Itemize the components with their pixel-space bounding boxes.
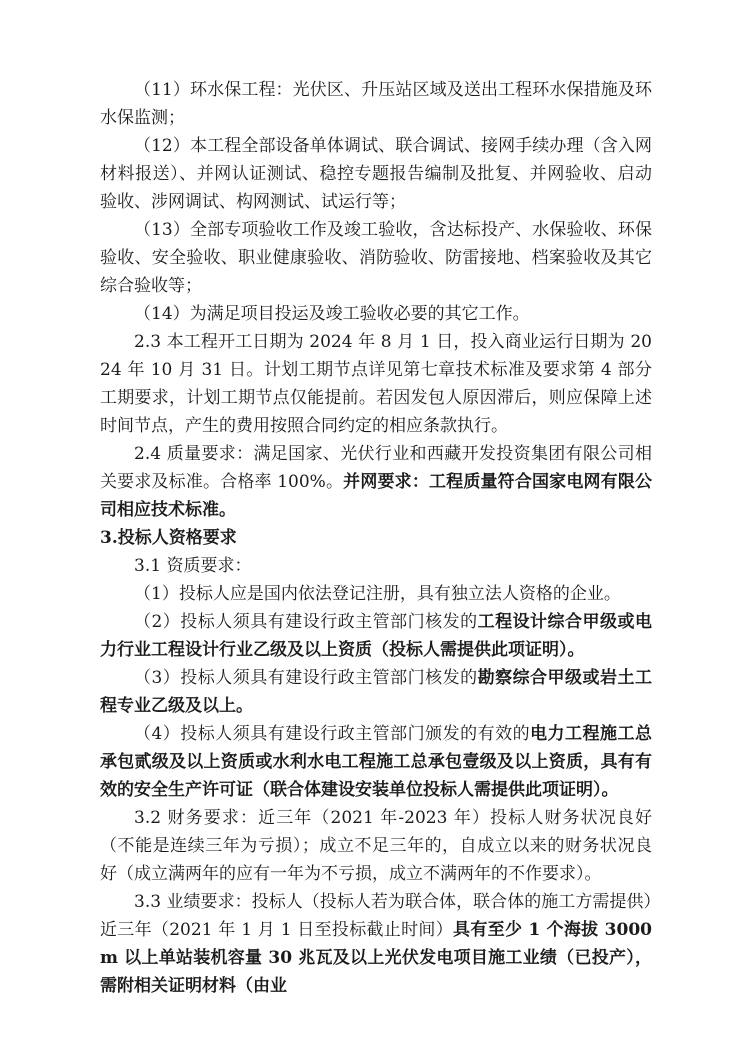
text-run: （13）全部专项验收工作及竣工验收，含达标投产、水保验收、环保验收、安全验收、职业健康验收、消防验收、防雷接地、档案验收及其它综合验收等； [100,220,652,296]
clause-3-1-qualification [100,552,652,580]
qualification-item-3 [100,664,652,720]
clause-3-2-finance [100,804,652,888]
document-body [100,76,652,1000]
text-run: 并网要求：工程质量符合国家电网有限公司相应技术标准。 [100,472,652,520]
section-3-heading [100,524,652,552]
text-run: 2.3 本工程开工日期为 2024 年 8 月 1 日，投入商业运行日期为 2024 年 10 月 31 日。计划工期节点详见第七章技术标准及要求第 4 部分工期要求，计划工期节点仅能提前。若因发包人原因滞后，则应保障上述时间节点，产生的费用按照合同约定的相应条款执行。 [100,332,652,436]
clause-2-4-quality [100,440,652,524]
scope-item-12 [100,132,652,216]
clause-2-3-schedule [100,328,652,440]
qualification-item-4 [100,720,652,804]
text-run: 3.2 财务要求：近三年（2021 年-2023 年）投标人财务状况良好（不能是连续三年为亏损）；成立不足三年的，自成立以来的财务状况良好（成立满两年的应有一年为不亏损，成立不满两年的不作要求）。 [100,808,652,884]
scope-item-14 [100,300,652,328]
text-run: 电力工程施工总承包贰级及以上资质或水利水电工程施工总承包壹级及以上资质，具有有效的安全生产许可证（联合体建设安装单位投标人需提供此项证明）。 [100,724,652,800]
qualification-item-1 [100,580,652,608]
scope-item-13 [100,216,652,300]
text-run: （14）为满足项目投运及竣工验收必要的其它工作。 [134,304,530,324]
text-run: （4）投标人须具有建设行政主管部门颁发的有效的 [134,724,531,744]
text-run: 具有至少 1 个海拔 3000m 以上单站装机容量 30 兆瓦及以上光伏发电项目施工业绩（已投产），需附相关证明材料（由业 [100,920,652,996]
text-run: （1）投标人应是国内依法登记注册，具有独立法人资格的企业。 [134,584,621,604]
text-run: 勘察综合甲级或岩土工程专业乙级及以上。 [100,668,652,716]
scope-item-11 [100,76,652,132]
text-run: （12）本工程全部设备单体调试、联合调试、接网手续办理（含入网材料报送）、并网认证测试、稳控专题报告编制及批复、并网验收、启动验收、涉网调试、构网测试、试运行等； [100,136,652,212]
text-run: （11）环水保工程：光伏区、升压站区域及送出工程环水保措施及环水保监测； [100,80,652,128]
clause-3-3-performance [100,888,652,1000]
text-run: 工程设计综合甲级或电力行业工程设计行业乙级及以上资质（投标人需提供此项证明）。 [100,612,652,660]
text-run: （2）投标人须具有建设行政主管部门核发的 [134,612,478,632]
text-run: 3.1 资质要求： [134,556,252,576]
text-run: 2.4 质量要求：满足国家、光伏行业和西藏开发投资集团有限公司相关要求及标准。合格率 100%。 [100,444,652,492]
text-run: 3.投标人资格要求 [100,528,237,548]
text-run: 3.3 业绩要求：投标人（投标人若为联合体，联合体的施工方需提供）近三年（2021 年 1 月 1 日至投标截止时间） [100,892,652,940]
text-run: （3）投标人须具有建设行政主管部门核发的 [134,668,478,688]
qualification-item-2 [100,608,652,664]
